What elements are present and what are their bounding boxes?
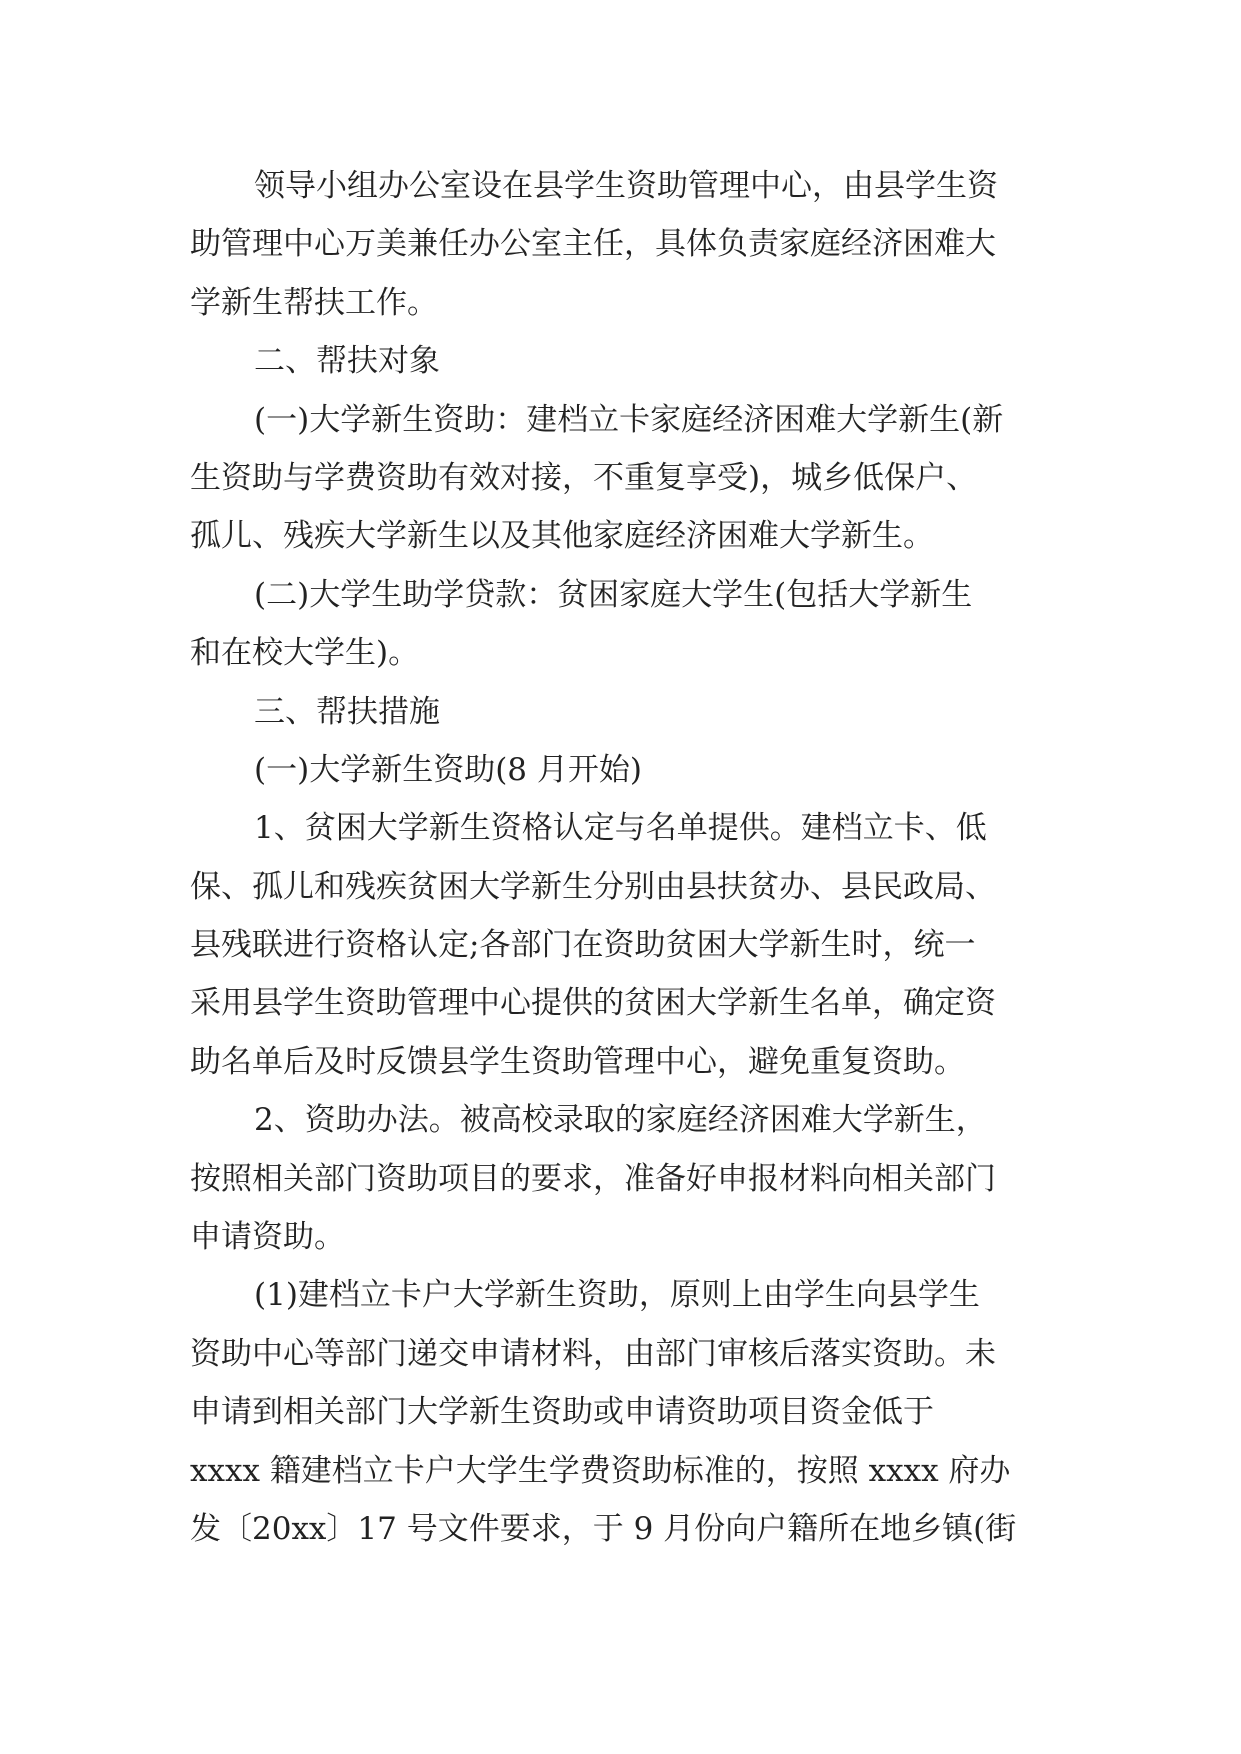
text-line: 按照相关部门资助项目的要求，准备好申报材料向相关部门 [190,1160,996,1197]
document-body [190,157,1050,1558]
text-line: 采用县学生资助管理中心提供的贫困大学新生名单，确定资 [190,985,996,1022]
text-line: 三、帮扶措施 [254,693,440,730]
text-line: 学新生帮扶工作。 [190,284,438,321]
text-line: 县残联进行资格认定;各部门在资助贫困大学新生时，统一 [190,927,976,964]
text-line: (一)大学新生资助(8 月开始) [254,751,642,788]
text-line: 资助中心等部门递交申请材料，由部门审核后落实资助。未 [190,1335,996,1372]
text-line: xxxx 籍建档立卡户大学生学费资助标准的，按照 xxxx 府办 [190,1452,1011,1489]
text-line: 1、贫困大学新生资格认定与名单提供。建档立卡、低 [254,810,987,847]
text-line: 助名单后及时反馈县学生资助管理中心，避免重复资助。 [190,1043,965,1080]
text-line: (二)大学生助学贷款：贫困家庭大学生(包括大学新生 [254,576,973,613]
text-line: 保、孤儿和残疾贫困大学新生分别由县扶贫办、县民政局、 [190,868,996,905]
text-line: 助管理中心万美兼任办公室主任，具体负责家庭经济困难大 [190,226,996,263]
text-line: 申请资助。 [190,1219,345,1256]
text-line: 2、资助办法。被高校录取的家庭经济困难大学新生， [254,1102,987,1139]
text-line: 生资助与学费资助有效对接，不重复享受)，城乡低保户、 [190,459,978,496]
text-line: 申请到相关部门大学新生资助或申请资助项目资金低于 [190,1394,934,1431]
text-line: (一)大学新生资助：建档立卡家庭经济困难大学新生(新 [254,401,1004,438]
text-line: 二、帮扶对象 [254,343,440,380]
text-line: 孤儿、残疾大学新生以及其他家庭经济困难大学新生。 [190,518,934,555]
text-line: 领导小组办公室设在县学生资助管理中心，由县学生资 [254,168,998,204]
text-line: 发〔20xx〕17 号文件要求，于 9 月份向户籍所在地乡镇(街 [190,1510,1017,1547]
text-line: 和在校大学生)。 [190,635,420,672]
text-line: (1)建档立卡户大学新生资助，原则上由学生向县学生 [254,1277,980,1314]
